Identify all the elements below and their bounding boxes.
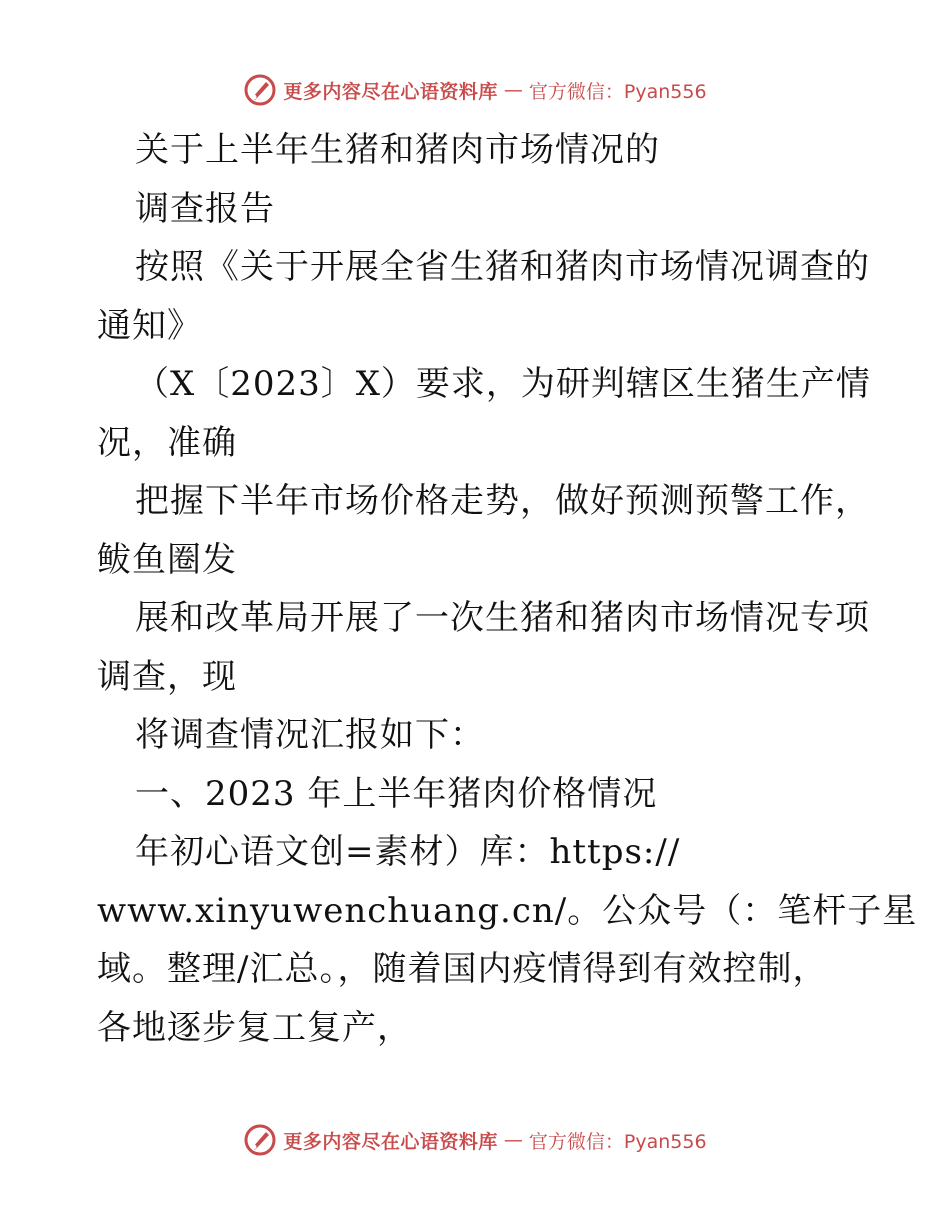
text-line: 鲅鱼圈发 <box>97 539 237 580</box>
text-line: 将调查情况汇报如下： <box>135 715 485 755</box>
text-line: 通知》 <box>97 305 202 346</box>
header-watermark <box>0 70 950 110</box>
text-line: 调查报告 <box>135 188 275 229</box>
text-line: 关于上半年生猪和猪肉市场情况的 <box>135 130 660 170</box>
quill-seal-icon <box>243 73 277 107</box>
watermark-dash: — <box>503 1129 523 1151</box>
text-line: 一、2023 年上半年猪肉价格情况 <box>135 773 658 814</box>
watermark-sub-text: 官方微信：Pyan556 <box>528 80 707 103</box>
watermark-sub-text: 官方微信：Pyan556 <box>528 1130 707 1153</box>
text-line: 按照《关于开展全省生猪和猪肉市场情况调查的 <box>135 247 870 287</box>
text-line: 调查，现 <box>97 656 237 697</box>
text-line: 展和改革局开展了一次生猪和猪肉市场情况专项 <box>135 598 870 638</box>
text-line: www.xinyuwenchuang.cn/。公众号（：笔杆子星 <box>97 890 918 931</box>
watermark-main-text: 更多内容尽在心语资料库 <box>283 80 498 103</box>
text-line: 各地逐步复工复产， <box>97 1007 412 1048</box>
watermark-main-text: 更多内容尽在心语资料库 <box>283 1130 498 1153</box>
text-line: 年初心语文创=素材）库：https:// <box>135 832 681 872</box>
watermark-dash: — <box>503 79 523 101</box>
footer-watermark <box>0 1120 950 1160</box>
text-line: 把握下半年市场价格走势，做好预测预警工作， <box>135 481 870 521</box>
document-body <box>97 121 918 1057</box>
text-line: 域。整理/汇总。，随着国内疫情得到有效控制， <box>97 949 828 989</box>
quill-seal-icon <box>243 1123 277 1157</box>
text-line: 况，准确 <box>97 422 237 463</box>
text-line: （X〔2023〕X）要求，为研判辖区生猪生产情 <box>135 364 871 404</box>
